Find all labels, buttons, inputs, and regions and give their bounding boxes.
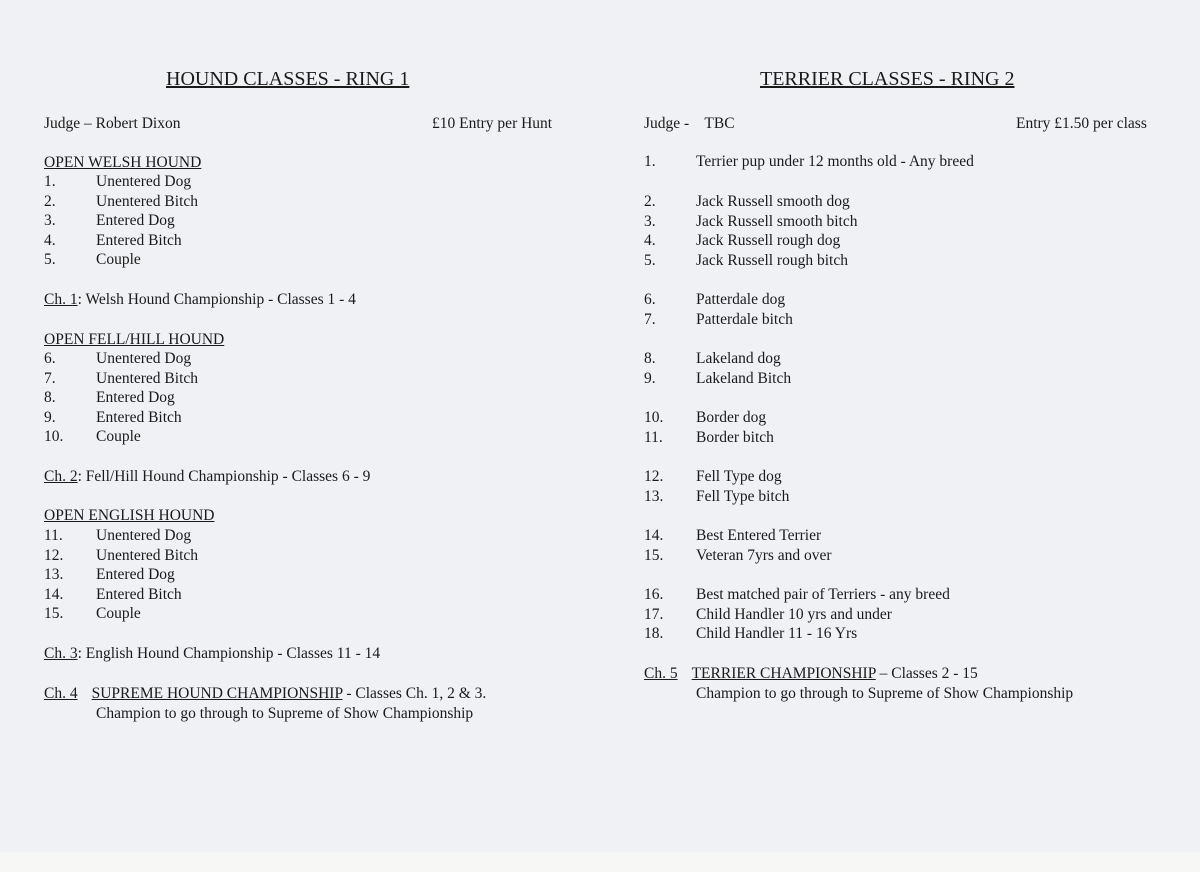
supreme-hound-note: Champion to go through to Supreme of Show Championship bbox=[96, 705, 474, 722]
class-label: Unentered Dog bbox=[96, 350, 192, 367]
championship-classes: - Classes Ch. 1, 2 & 3. bbox=[342, 685, 487, 702]
class-number: 7. bbox=[644, 310, 656, 328]
class-label: Unentered Bitch bbox=[96, 546, 199, 564]
class-label: Entered Dog bbox=[96, 212, 175, 230]
class-number: 9. bbox=[644, 369, 656, 387]
class-number: 16. bbox=[644, 586, 664, 603]
class-label: Fell Type bitch bbox=[696, 487, 790, 505]
terrier-championship bbox=[644, 664, 978, 684]
fell-hound-heading: OPEN FELL/HILL HOUND bbox=[44, 331, 225, 348]
class-label: Jack Russell smooth bitch bbox=[696, 212, 858, 230]
class-number: 4. bbox=[644, 232, 656, 250]
championship-code: Ch. 2 bbox=[44, 468, 78, 485]
class-number: 12. bbox=[44, 546, 64, 564]
fell-championship bbox=[44, 467, 370, 487]
class-number: 15. bbox=[44, 605, 64, 623]
class-number: 9. bbox=[44, 408, 56, 426]
class-label: Couple bbox=[96, 428, 141, 446]
class-label: Border bitch bbox=[696, 428, 774, 446]
championship-text: : Welsh Hound Championship - Classes 1 - 4 bbox=[77, 291, 356, 308]
class-number: 1. bbox=[644, 153, 656, 170]
class-number: 8. bbox=[644, 350, 656, 367]
class-number: 7. bbox=[44, 369, 56, 387]
class-label: Jack Russell rough bitch bbox=[696, 251, 848, 269]
class-label: Entered Bitch bbox=[96, 408, 182, 426]
english-championship bbox=[44, 644, 380, 664]
class-label: Lakeland Bitch bbox=[696, 369, 792, 387]
class-label: Fell Type dog bbox=[696, 468, 782, 485]
class-number: 5. bbox=[44, 251, 56, 269]
class-number: 1. bbox=[44, 173, 56, 190]
class-number: 2. bbox=[44, 192, 56, 210]
class-label: Unentered Bitch bbox=[96, 369, 199, 387]
class-number: 11. bbox=[644, 428, 663, 446]
class-number: 8. bbox=[44, 389, 56, 407]
class-label: Terrier pup under 12 months old - Any breed bbox=[696, 153, 974, 170]
class-label: Entered Bitch bbox=[96, 585, 182, 603]
championship-code: Ch. 5 bbox=[644, 665, 678, 682]
class-label: Patterdale bitch bbox=[696, 310, 793, 328]
class-number: 17. bbox=[644, 605, 664, 623]
supreme-hound-championship bbox=[44, 684, 486, 704]
class-label: Unentered Bitch bbox=[96, 192, 199, 210]
class-label: Couple bbox=[96, 251, 141, 269]
hound-title: HOUND CLASSES - RING 1 bbox=[166, 68, 410, 90]
class-label: Child Handler 10 yrs and under bbox=[696, 605, 892, 623]
class-number: 10. bbox=[44, 428, 64, 446]
hound-entry-fee: £10 Entry per Hunt bbox=[432, 115, 553, 132]
class-number: 6. bbox=[644, 291, 656, 308]
terrier-championship-note: Champion to go through to Supreme of Show Championship bbox=[696, 685, 1074, 702]
hound-judge: Judge – Robert Dixon bbox=[44, 115, 181, 132]
terrier-judge: Judge - TBC bbox=[644, 115, 735, 132]
class-label: Lakeland dog bbox=[696, 350, 781, 367]
class-label: Unentered Dog bbox=[96, 173, 192, 190]
class-label: Veteran 7yrs and over bbox=[696, 546, 832, 564]
class-label: Entered Dog bbox=[96, 389, 175, 407]
class-number: 6. bbox=[44, 350, 56, 367]
class-number: 12. bbox=[644, 468, 664, 485]
class-label: Jack Russell smooth dog bbox=[696, 193, 850, 210]
terrier-entry-fee: Entry £1.50 per class bbox=[1016, 115, 1147, 132]
class-number: 10. bbox=[644, 409, 664, 426]
class-label: Border dog bbox=[696, 409, 767, 426]
english-hound-heading: OPEN ENGLISH HOUND bbox=[44, 507, 215, 524]
class-label: Entered Bitch bbox=[96, 231, 182, 249]
class-number: 5. bbox=[644, 251, 656, 269]
championship-title: TERRIER CHAMPIONSHIP bbox=[691, 665, 876, 682]
class-label: Child Handler 11 - 16 Yrs bbox=[696, 625, 858, 643]
class-number: 13. bbox=[44, 566, 64, 584]
class-label: Best matched pair of Terriers - any breed bbox=[696, 586, 950, 603]
class-number: 13. bbox=[644, 487, 664, 505]
class-number: 4. bbox=[44, 231, 56, 249]
class-number: 2. bbox=[644, 193, 656, 210]
championship-code: Ch. 4 bbox=[44, 685, 78, 702]
class-label: Couple bbox=[96, 605, 141, 623]
championship-text: : English Hound Championship - Classes 11 - 14 bbox=[77, 645, 381, 662]
championship-title: SUPREME HOUND CHAMPIONSHIP bbox=[91, 685, 343, 702]
championship-classes: – Classes 2 - 15 bbox=[875, 665, 978, 682]
bottom-margin bbox=[0, 852, 1200, 872]
class-number: 3. bbox=[44, 212, 56, 230]
welsh-championship bbox=[44, 290, 356, 310]
championship-code: Ch. 1 bbox=[44, 291, 78, 308]
class-number: 3. bbox=[644, 212, 656, 230]
championship-text: : Fell/Hill Hound Championship - Classes 6 - 9 bbox=[77, 468, 371, 485]
class-number: 14. bbox=[44, 585, 64, 603]
class-label: Jack Russell rough dog bbox=[696, 232, 841, 250]
class-number: 15. bbox=[644, 546, 664, 564]
class-label: Patterdale dog bbox=[696, 291, 786, 308]
class-label: Unentered Dog bbox=[96, 527, 192, 544]
class-number: 14. bbox=[644, 527, 664, 544]
class-label: Entered Dog bbox=[96, 566, 175, 584]
championship-code: Ch. 3 bbox=[44, 645, 78, 662]
class-number: 18. bbox=[644, 625, 664, 643]
class-number: 11. bbox=[44, 527, 63, 544]
terrier-title: TERRIER CLASSES - RING 2 bbox=[760, 68, 1015, 90]
welsh-hound-heading: OPEN WELSH HOUND bbox=[44, 154, 202, 171]
class-label: Best Entered Terrier bbox=[696, 527, 822, 544]
